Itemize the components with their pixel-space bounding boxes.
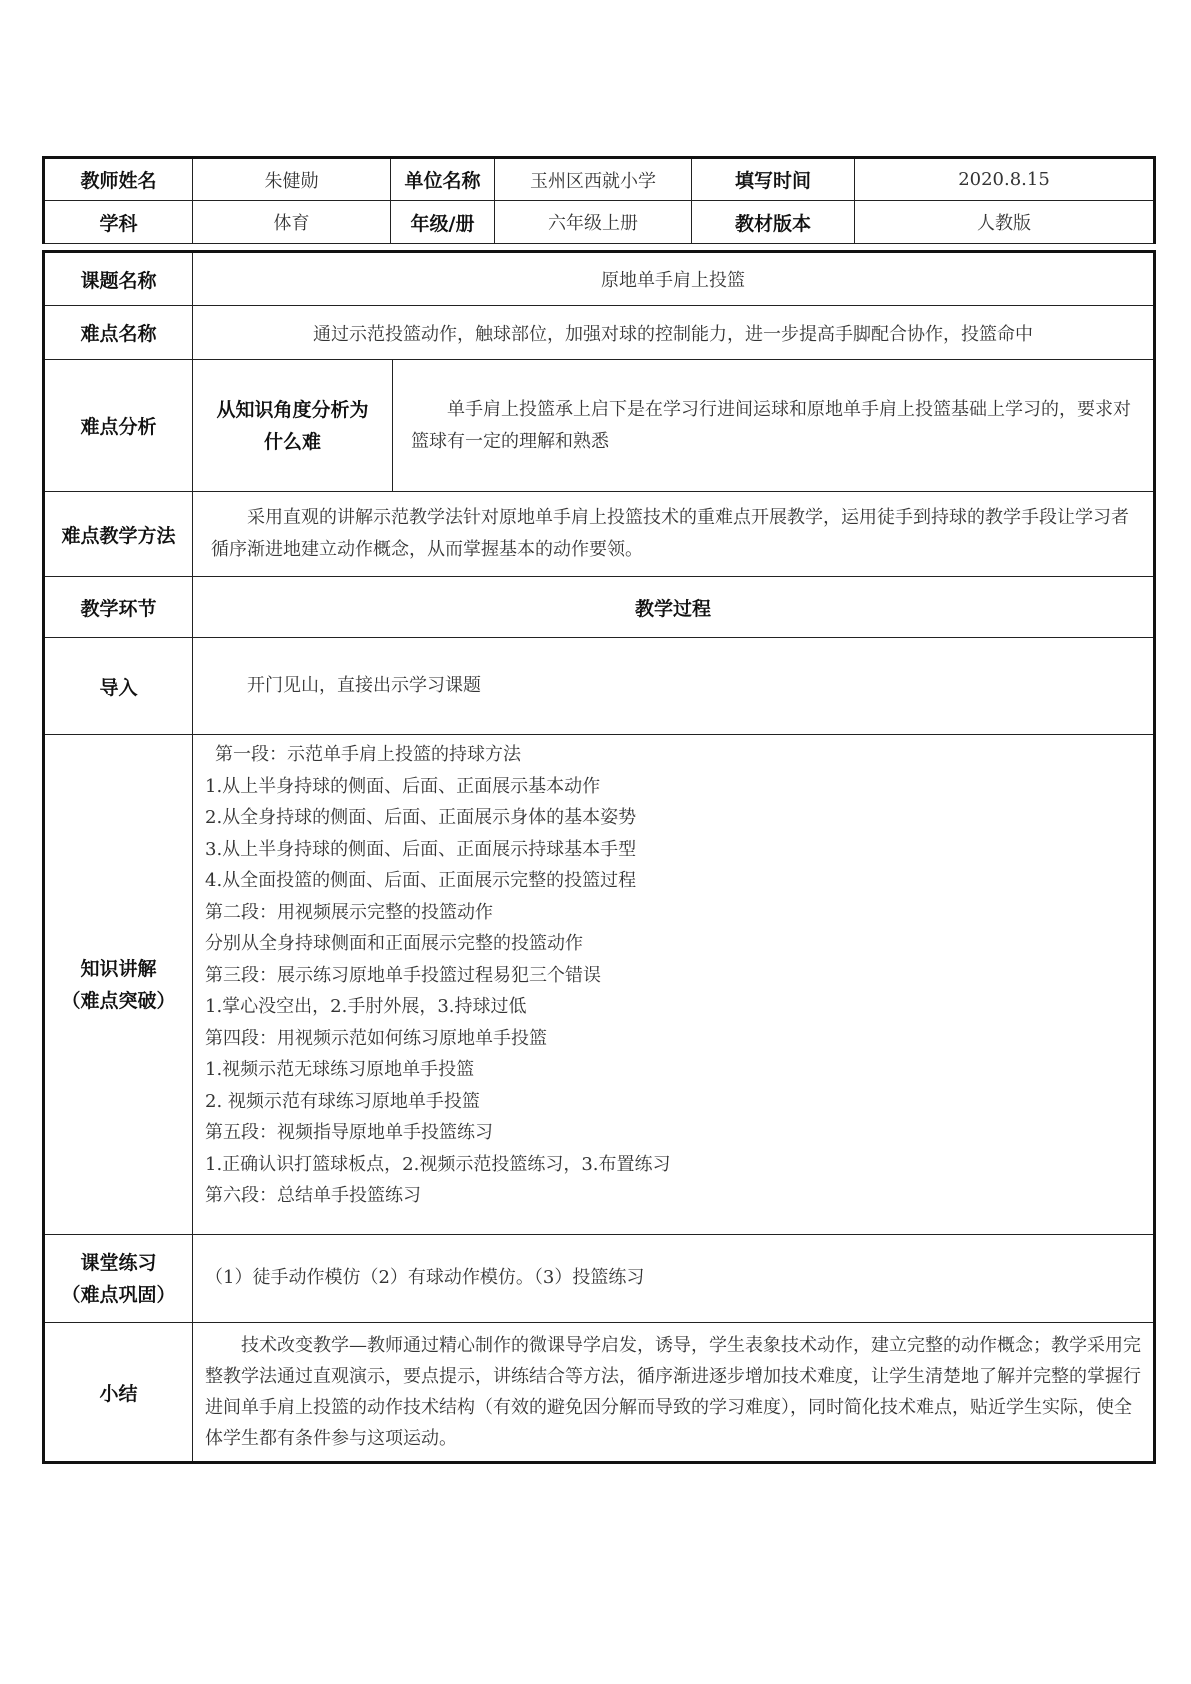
knowledge-line: 1.视频示范无球练习原地单手投篮 (205, 1059, 475, 1080)
edition-value: 人教版 (855, 201, 1155, 244)
knowledge-label-line2: （难点突破） (61, 989, 176, 1012)
unit-name-value: 玉州区西就小学 (495, 158, 692, 201)
knowledge-label-line1: 知识讲解 (80, 957, 157, 980)
knowledge-line: 1.掌心没空出，2.手肘外展，3.持球过低 (205, 996, 527, 1017)
knowledge-line: 4.从全面投篮的侧面、后面、正面展示完整的投篮过程 (205, 870, 637, 891)
content-table (42, 250, 1156, 1464)
knowledge-line: 3.从上半身持球的侧面、后面、正面展示持球基本手型 (205, 838, 637, 860)
knowledge-lines (193, 735, 1153, 1222)
knowledge-line: 第三段：展示练习原地单手投篮过程易犯三个错误 (205, 964, 601, 986)
knowledge-line: 1.从上半身持球的侧面、后面、正面展示基本动作 (205, 775, 601, 797)
summary-label: 小结 (44, 1323, 193, 1463)
knowledge-line: 2. 视频示范有球练习原地单手投篮 (205, 1090, 480, 1112)
info-table (42, 156, 1156, 244)
knowledge-line: 2.从全身持球的侧面、后面、正面展示身体的基本姿势 (205, 807, 637, 828)
analysis-sub-label-line1: 从知识角度分析为 (216, 398, 369, 421)
unit-name-label: 单位名称 (391, 158, 495, 201)
knowledge-line: 第一段：示范单手肩上投篮的持球方法 (215, 744, 521, 765)
subject-value: 体育 (193, 201, 391, 244)
knowledge-label (44, 735, 193, 1235)
knowledge-line: 第二段：用视频展示完整的投篮动作 (205, 901, 493, 923)
edition-label: 教材版本 (692, 201, 855, 244)
subject-label: 学科 (44, 201, 193, 244)
practice-text: （1）徒手动作模仿（2）有球动作模仿。（3）投篮练习 (205, 1266, 645, 1288)
analysis-cell (393, 360, 1155, 492)
intro-cell (193, 638, 1155, 735)
summary-cell (193, 1323, 1155, 1463)
knowledge-line: 第六段：总结单手投篮练习 (205, 1185, 421, 1206)
analysis-sub-label (193, 360, 393, 492)
fill-time-label: 填写时间 (692, 158, 855, 201)
topic-label: 课题名称 (44, 252, 193, 306)
intro-text: 开门见山，直接出示学习课题 (247, 675, 481, 696)
knowledge-cell (193, 735, 1155, 1235)
analysis-text: 单手肩上投篮承上启下是在学习行进间运球和原地单手肩上投篮基础上学习的，要求对篮球有一定的理解和熟悉 (411, 398, 1131, 452)
knowledge-line: 第五段：视频指导原地单手投篮练习 (205, 1122, 493, 1143)
method-cell (193, 492, 1155, 577)
method-text: 采用直观的讲解示范教学法针对原地单手肩上投篮技术的重难点开展教学，运用徒手到持球的教学手段让学习者循序渐进地建立动作概念，从而掌握基本的动作要领。 (211, 507, 1129, 560)
method-label: 难点教学方法 (44, 492, 193, 577)
practice-cell (193, 1235, 1155, 1323)
grade-value: 六年级上册 (495, 201, 692, 244)
teacher-name-value: 朱健勋 (193, 158, 391, 201)
lesson-plan-form (42, 156, 1153, 1464)
teacher-name-label: 教师姓名 (44, 158, 193, 201)
knowledge-line: 1.正确认识打篮球板点，2.视频示范投篮练习，3.布置练习 (205, 1153, 671, 1175)
summary-text: 技术改变教学—教师通过精心制作的微课导学启发，诱导，学生表象技术动作，建立完整的动作概念；教学采用完整教学法通过直观演示，要点提示，讲练结合等方法，循序渐进逐步增加技术难度，让学生清楚地了解并完整的掌握行进间单手肩上投篮的动作技术结构（有效的避免因分解而导致的学习难度），同时简化技术难点，贴近学生实际，使全体学生都有条件参与这项运动。 (205, 1335, 1141, 1449)
analysis-label: 难点分析 (44, 360, 193, 492)
practice-label-line1: 课堂练习 (80, 1251, 157, 1274)
fill-time-value: 2020.8.15 (855, 158, 1155, 201)
process-header-label: 教学环节 (44, 577, 193, 638)
intro-label: 导入 (44, 638, 193, 735)
grade-label: 年级/册 (391, 201, 495, 244)
topic-value: 原地单手肩上投篮 (193, 252, 1155, 306)
knowledge-line: 第四段：用视频示范如何练习原地单手投篮 (205, 1027, 547, 1049)
knowledge-line: 分别从全身持球侧面和正面展示完整的投篮动作 (205, 933, 583, 954)
difficulty-label: 难点名称 (44, 306, 193, 360)
practice-label (44, 1235, 193, 1323)
analysis-sub-label-line2: 什么难 (263, 430, 321, 453)
practice-label-line2: （难点巩固） (61, 1283, 176, 1306)
difficulty-value: 通过示范投篮动作，触球部位，加强对球的控制能力，进一步提高手脚配合协作，投篮命中 (193, 306, 1155, 360)
process-header-value: 教学过程 (193, 577, 1155, 638)
